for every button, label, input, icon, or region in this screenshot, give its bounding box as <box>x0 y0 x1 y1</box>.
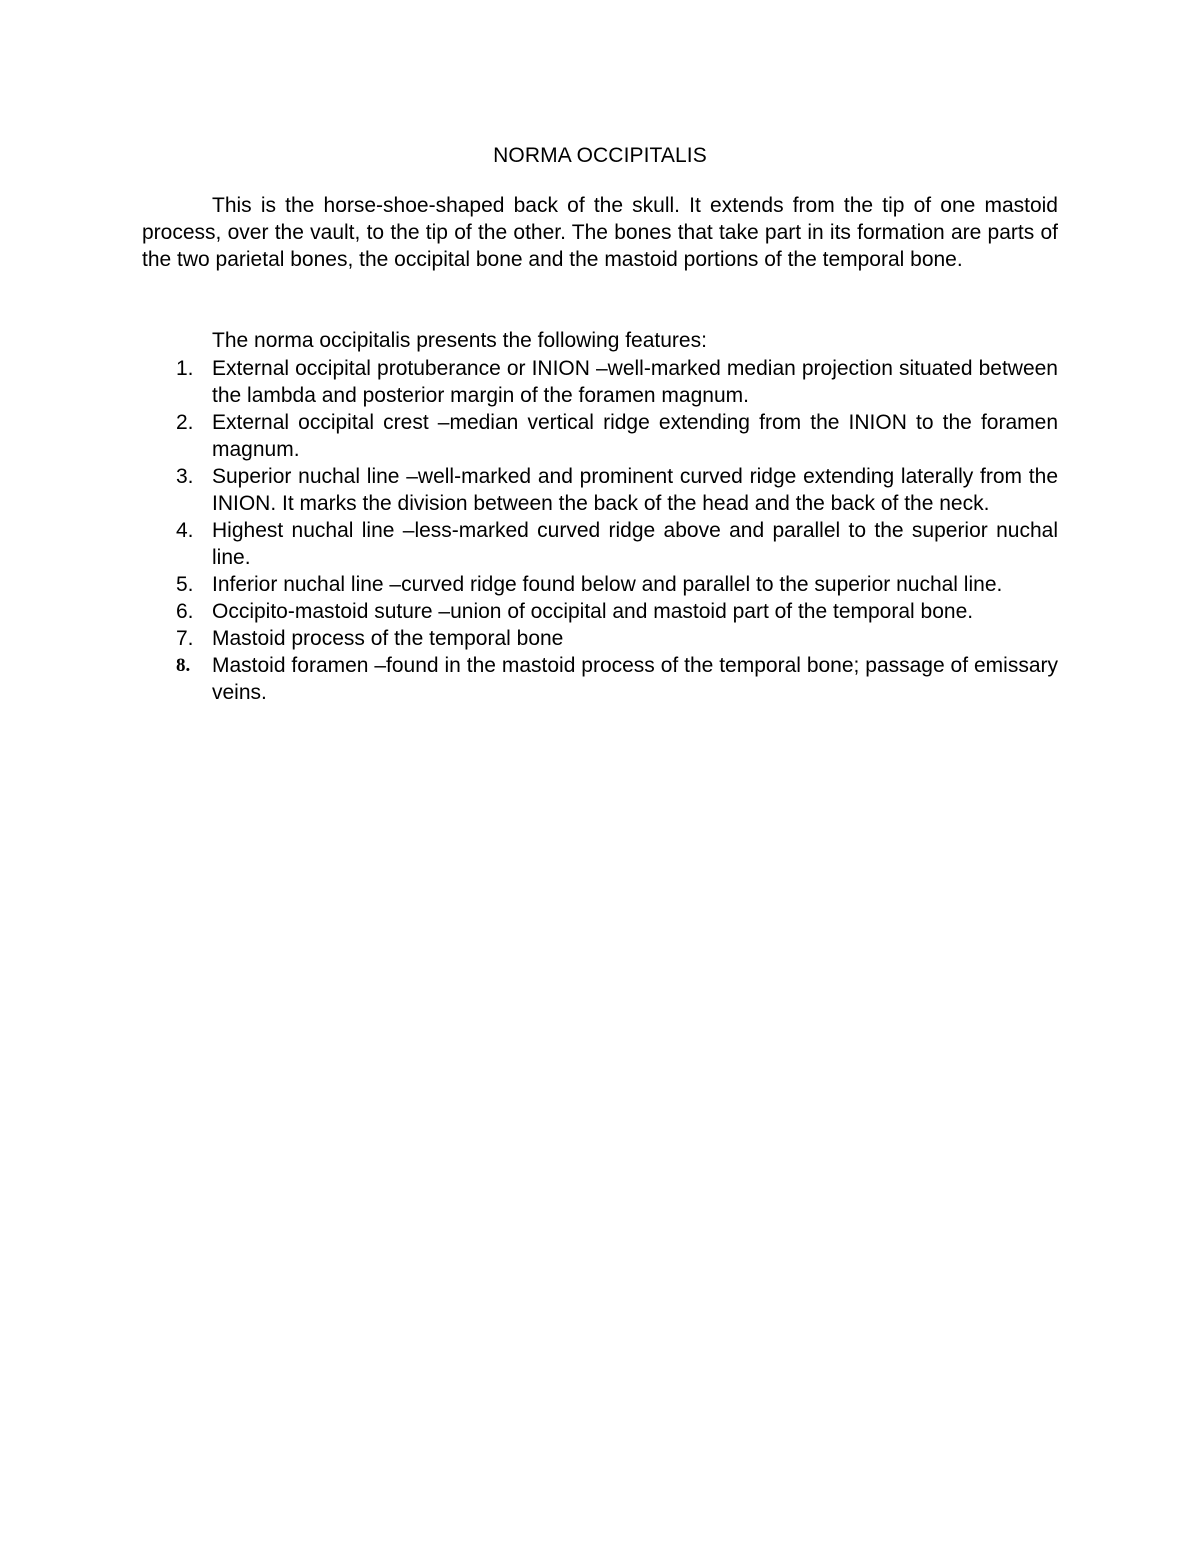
list-item-number: 3. <box>176 465 194 488</box>
list-item-text: Highest nuchal line –less-marked curved ridge above and parallel to the superior nuchal line. <box>212 519 1058 569</box>
list-item <box>142 355 1058 409</box>
features-lead-paragraph: The norma occipitalis presents the following features: <box>212 329 707 352</box>
list-item-text: External occipital crest –median vertical ridge extending from the INION to the foramen magnum. <box>212 411 1058 461</box>
list-item-text: Inferior nuchal line –curved ridge found below and parallel to the superior nuchal line. <box>212 573 1003 596</box>
list-item <box>142 652 1058 706</box>
list-item <box>142 463 1058 517</box>
list-item-text: Superior nuchal line –well-marked and prominent curved ridge extending laterally from the INION. It marks the division between the back of the head and the back of the neck. <box>212 465 1058 515</box>
list-item <box>142 598 1058 625</box>
list-item-number: 5. <box>176 573 194 596</box>
list-item <box>142 517 1058 571</box>
list-item-text: External occipital protuberance or INION –well-marked median projection situated between the lambda and posterior margin of the foramen magnum. <box>212 357 1058 407</box>
list-item-number: 7. <box>176 627 194 650</box>
list-item-number: 6. <box>176 600 194 623</box>
list-item-text: Mastoid foramen –found in the mastoid process of the temporal bone; passage of emissary veins. <box>212 654 1058 704</box>
list-item <box>142 625 1058 652</box>
list-item <box>142 571 1058 598</box>
list-item-text: Occipito-mastoid suture –union of occipital and mastoid part of the temporal bone. <box>212 600 974 623</box>
list-item-number: 8. <box>176 655 191 676</box>
list-item-text: Mastoid process of the temporal bone <box>212 627 564 650</box>
intro-paragraph: This is the horse-shoe-shaped back of the skull. It extends from the tip of one mastoid process, over the vault, to the tip of the other. The bones that take part in its formation are parts of the two parietal bones, the occipital bone and the mastoid portions of the temporal bone. <box>142 194 1058 271</box>
document-title: NORMA OCCIPITALIS <box>493 144 707 167</box>
list-item-number: 4. <box>176 519 194 542</box>
list-item <box>142 409 1058 463</box>
list-item-number: 2. <box>176 411 194 434</box>
list-item-number: 1. <box>176 357 194 380</box>
features-list <box>142 355 1058 706</box>
